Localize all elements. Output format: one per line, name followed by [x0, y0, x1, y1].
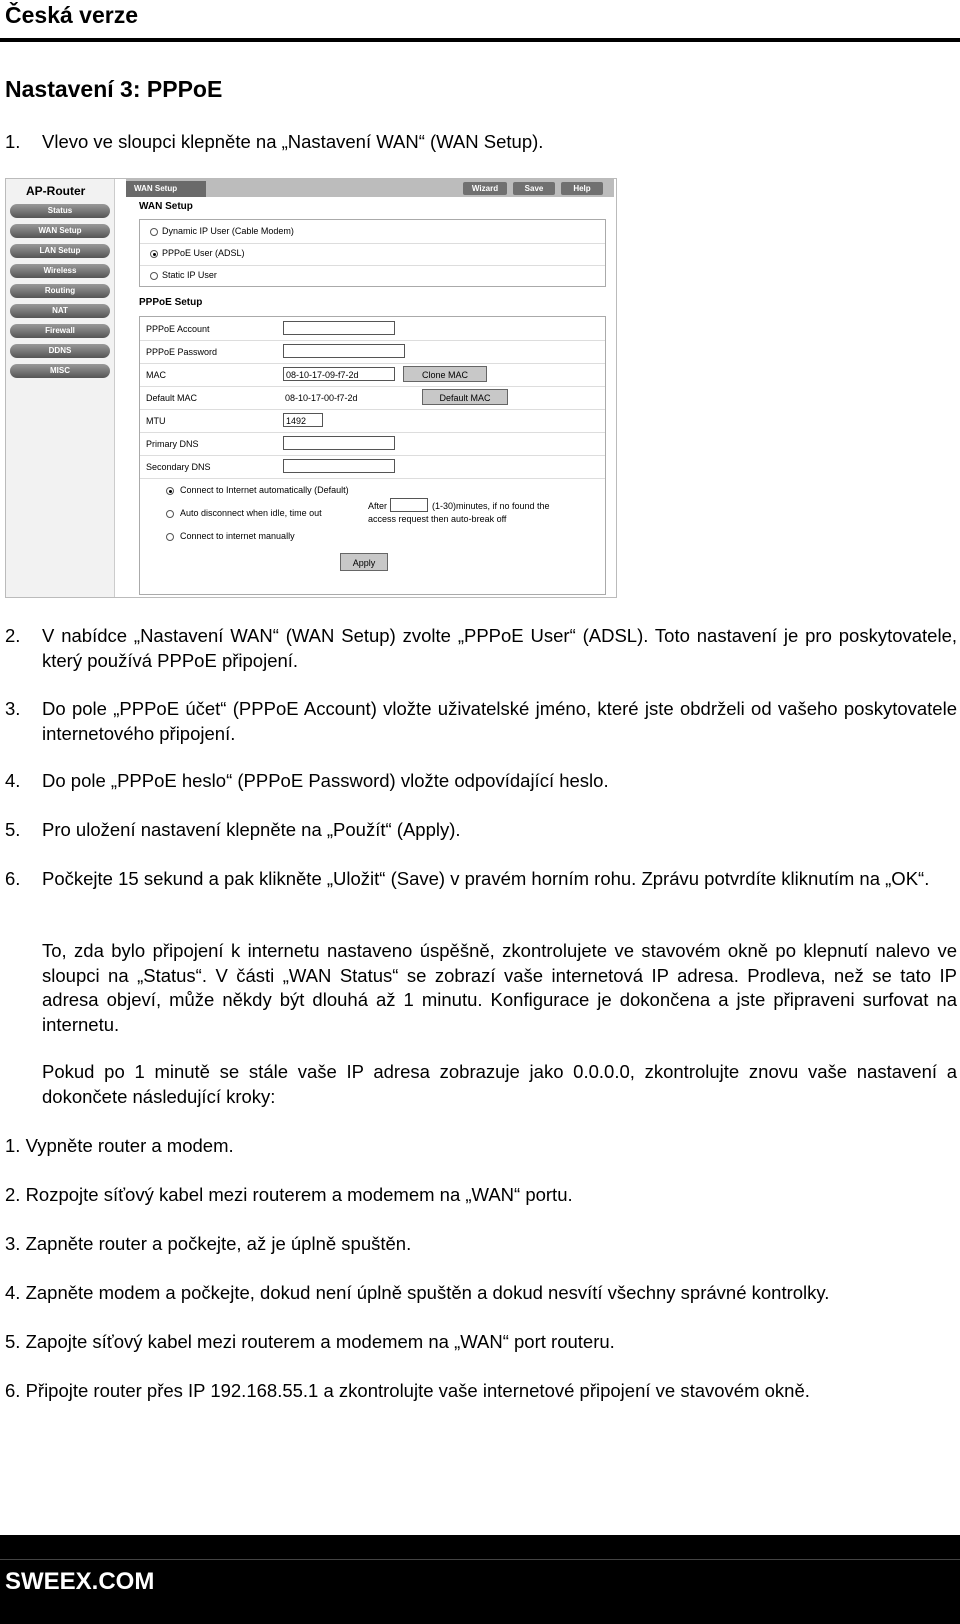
menu-wireless[interactable]: Wireless	[10, 264, 110, 278]
auto-disconnect-label: Auto disconnect when idle, time out	[180, 508, 322, 518]
list-item: 2. Rozpojte síťový kabel mezi routerem a modemem na „WAN“ portu.	[5, 1184, 573, 1205]
section-title: Nastavení 3: PPPoE	[5, 76, 223, 102]
wizard-button[interactable]: Wizard	[463, 182, 507, 195]
step-4-text: Do pole „PPPoE heslo“ (PPPoE Password) vložte odpovídající heslo.	[42, 770, 609, 791]
router-screenshot	[5, 178, 617, 598]
mtu-input[interactable]: 1492	[283, 413, 323, 427]
mac-label: MAC	[146, 370, 166, 380]
page-header: Česká verze	[5, 2, 138, 28]
wan-option-row	[140, 264, 605, 287]
list-item: 4. Zapněte modem a počkejte, dokud není úplně spuštěn a dokud nesvítí všechny správné kontrolky.	[5, 1282, 830, 1303]
menu-nat[interactable]: NAT	[10, 304, 110, 318]
step-1-number: 1.	[5, 131, 21, 152]
clone-mac-button[interactable]: Clone MAC	[403, 366, 487, 382]
field-row	[140, 317, 605, 341]
field-row	[140, 363, 605, 387]
list-item: 3. Zapněte router a počkejte, až je úplně spuštěn.	[5, 1233, 412, 1254]
pppoe-password-input[interactable]	[283, 344, 405, 358]
mac-input[interactable]: 08-10-17-09-f7-2d	[283, 367, 395, 381]
step-6-text: Počkejte 15 sekund a pak klikněte „Uložit“ (Save) v pravém horním rohu. Zprávu potvrdíte kliknutím na „OK“.	[42, 868, 930, 889]
step-3-number: 3.	[5, 698, 21, 719]
secondary-dns-label: Secondary DNS	[146, 462, 211, 472]
field-row	[140, 340, 605, 364]
step-6-number: 6.	[5, 868, 21, 889]
pppoe-setup-box	[139, 316, 606, 595]
menu-routing[interactable]: Routing	[10, 284, 110, 298]
status-paragraph: To, zda bylo připojení k internetu nastaveno úspěšně, zkontrolujete ve stavovém okně po klepnutí nalevo ve sloupci na „Status“. V části „WAN Status“ se zobrazí vaše internetová IP adresa. Prodleva, než se tato IP adresa objeví, může někdy být dlouhá až 1 minutu. Konfigurace je dokončena a jste připraveni surfovat na internetu.	[42, 940, 957, 1035]
footer-brand: SWEEX.COM	[5, 1568, 155, 1595]
default-mac-button[interactable]: Default MAC	[422, 389, 508, 405]
field-row	[140, 432, 605, 456]
menu-ddns[interactable]: DDNS	[10, 344, 110, 358]
option-dynamic-ip-label: Dynamic IP User (Cable Modem)	[162, 226, 294, 236]
radio-static-ip[interactable]	[150, 272, 158, 280]
radio-connect-manual[interactable]	[166, 533, 174, 541]
radio-connect-auto[interactable]	[166, 487, 174, 495]
list-item: 6. Připojte router přes IP 192.168.55.1 a zkontrolujte vaše internetové připojení ve stavovém okně.	[5, 1380, 810, 1401]
pppoe-password-label: PPPoE Password	[146, 347, 218, 357]
tab-wan-setup[interactable]: WAN Setup	[126, 181, 206, 197]
primary-dns-label: Primary DNS	[146, 439, 199, 449]
apply-button[interactable]: Apply	[340, 553, 388, 571]
radio-dynamic-ip[interactable]	[150, 228, 158, 236]
minutes-hint: (1-30)minutes, if no found the	[432, 501, 550, 511]
step-2-number: 2.	[5, 625, 21, 646]
radio-auto-disconnect[interactable]	[166, 510, 174, 518]
save-button[interactable]: Save	[513, 182, 555, 195]
router-logo: AP-Router	[26, 184, 86, 198]
connect-manual-label: Connect to internet manually	[180, 531, 295, 541]
minutes-hint-2: access request then auto-break off	[368, 514, 507, 524]
primary-dns-input[interactable]	[283, 436, 395, 450]
troubleshoot-paragraph: Pokud po 1 minutě se stále vaše IP adresa zobrazuje jako 0.0.0.0, zkontrolujte znovu vaše nastavení a dokončete následující kroky:	[42, 1061, 957, 1107]
router-sidebar	[6, 179, 115, 597]
menu-lan-setup[interactable]: LAN Setup	[10, 244, 110, 258]
field-row	[140, 409, 605, 433]
step-1-text: Vlevo ve sloupci klepněte na „Nastavení WAN“ (WAN Setup).	[42, 131, 544, 152]
radio-pppoe[interactable]	[150, 250, 158, 258]
step-2-text: V nabídce „Nastavení WAN“ (WAN Setup) zvolte „PPPoE User“ (ADSL). Toto nastavení je pro poskytovatele, který používá PPPoE připojení.	[42, 625, 957, 671]
option-pppoe-label: PPPoE User (ADSL)	[162, 248, 245, 258]
wan-setup-heading: WAN Setup	[139, 201, 193, 212]
step-5-text: Pro uložení nastavení klepněte na „Použít“ (Apply).	[42, 819, 461, 840]
wan-option-row	[140, 242, 605, 266]
menu-status[interactable]: Status	[10, 204, 110, 218]
field-row	[140, 455, 605, 479]
wan-type-box	[139, 219, 606, 287]
connect-auto-label: Connect to Internet automatically (Default)	[180, 485, 349, 495]
router-tab-bar	[126, 179, 614, 197]
default-mac-label: Default MAC	[146, 393, 198, 403]
secondary-dns-input[interactable]	[283, 459, 395, 473]
pppoe-account-input[interactable]	[283, 321, 395, 335]
step-3-text: Do pole „PPPoE účet“ (PPPoE Account) vložte uživatelské jméno, které jste obdrželi od vašeho poskytovatele internetového připojení.	[42, 698, 957, 744]
list-item: 1. Vypněte router a modem.	[5, 1135, 234, 1156]
after-label: After	[368, 501, 388, 511]
field-row	[140, 386, 605, 410]
step-4-number: 4.	[5, 770, 21, 791]
menu-firewall[interactable]: Firewall	[10, 324, 110, 338]
menu-misc[interactable]: MISC	[10, 364, 110, 378]
pppoe-account-label: PPPoE Account	[146, 324, 210, 334]
default-mac-value: 08-10-17-00-f7-2d	[285, 393, 358, 403]
footer-divider	[0, 1559, 960, 1560]
menu-wan-setup[interactable]: WAN Setup	[10, 224, 110, 238]
mtu-label: MTU	[146, 416, 166, 426]
list-item: 5. Zapojte síťový kabel mezi routerem a modemem na „WAN“ port routeru.	[5, 1331, 615, 1352]
pppoe-setup-heading: PPPoE Setup	[139, 297, 203, 308]
wan-option-row	[140, 220, 605, 244]
footer-bar	[0, 1535, 960, 1624]
step-5-number: 5.	[5, 819, 21, 840]
idle-minutes-input[interactable]	[390, 498, 428, 512]
option-static-ip-label: Static IP User	[162, 270, 217, 280]
header-rule	[0, 38, 960, 42]
help-button[interactable]: Help	[561, 182, 603, 195]
